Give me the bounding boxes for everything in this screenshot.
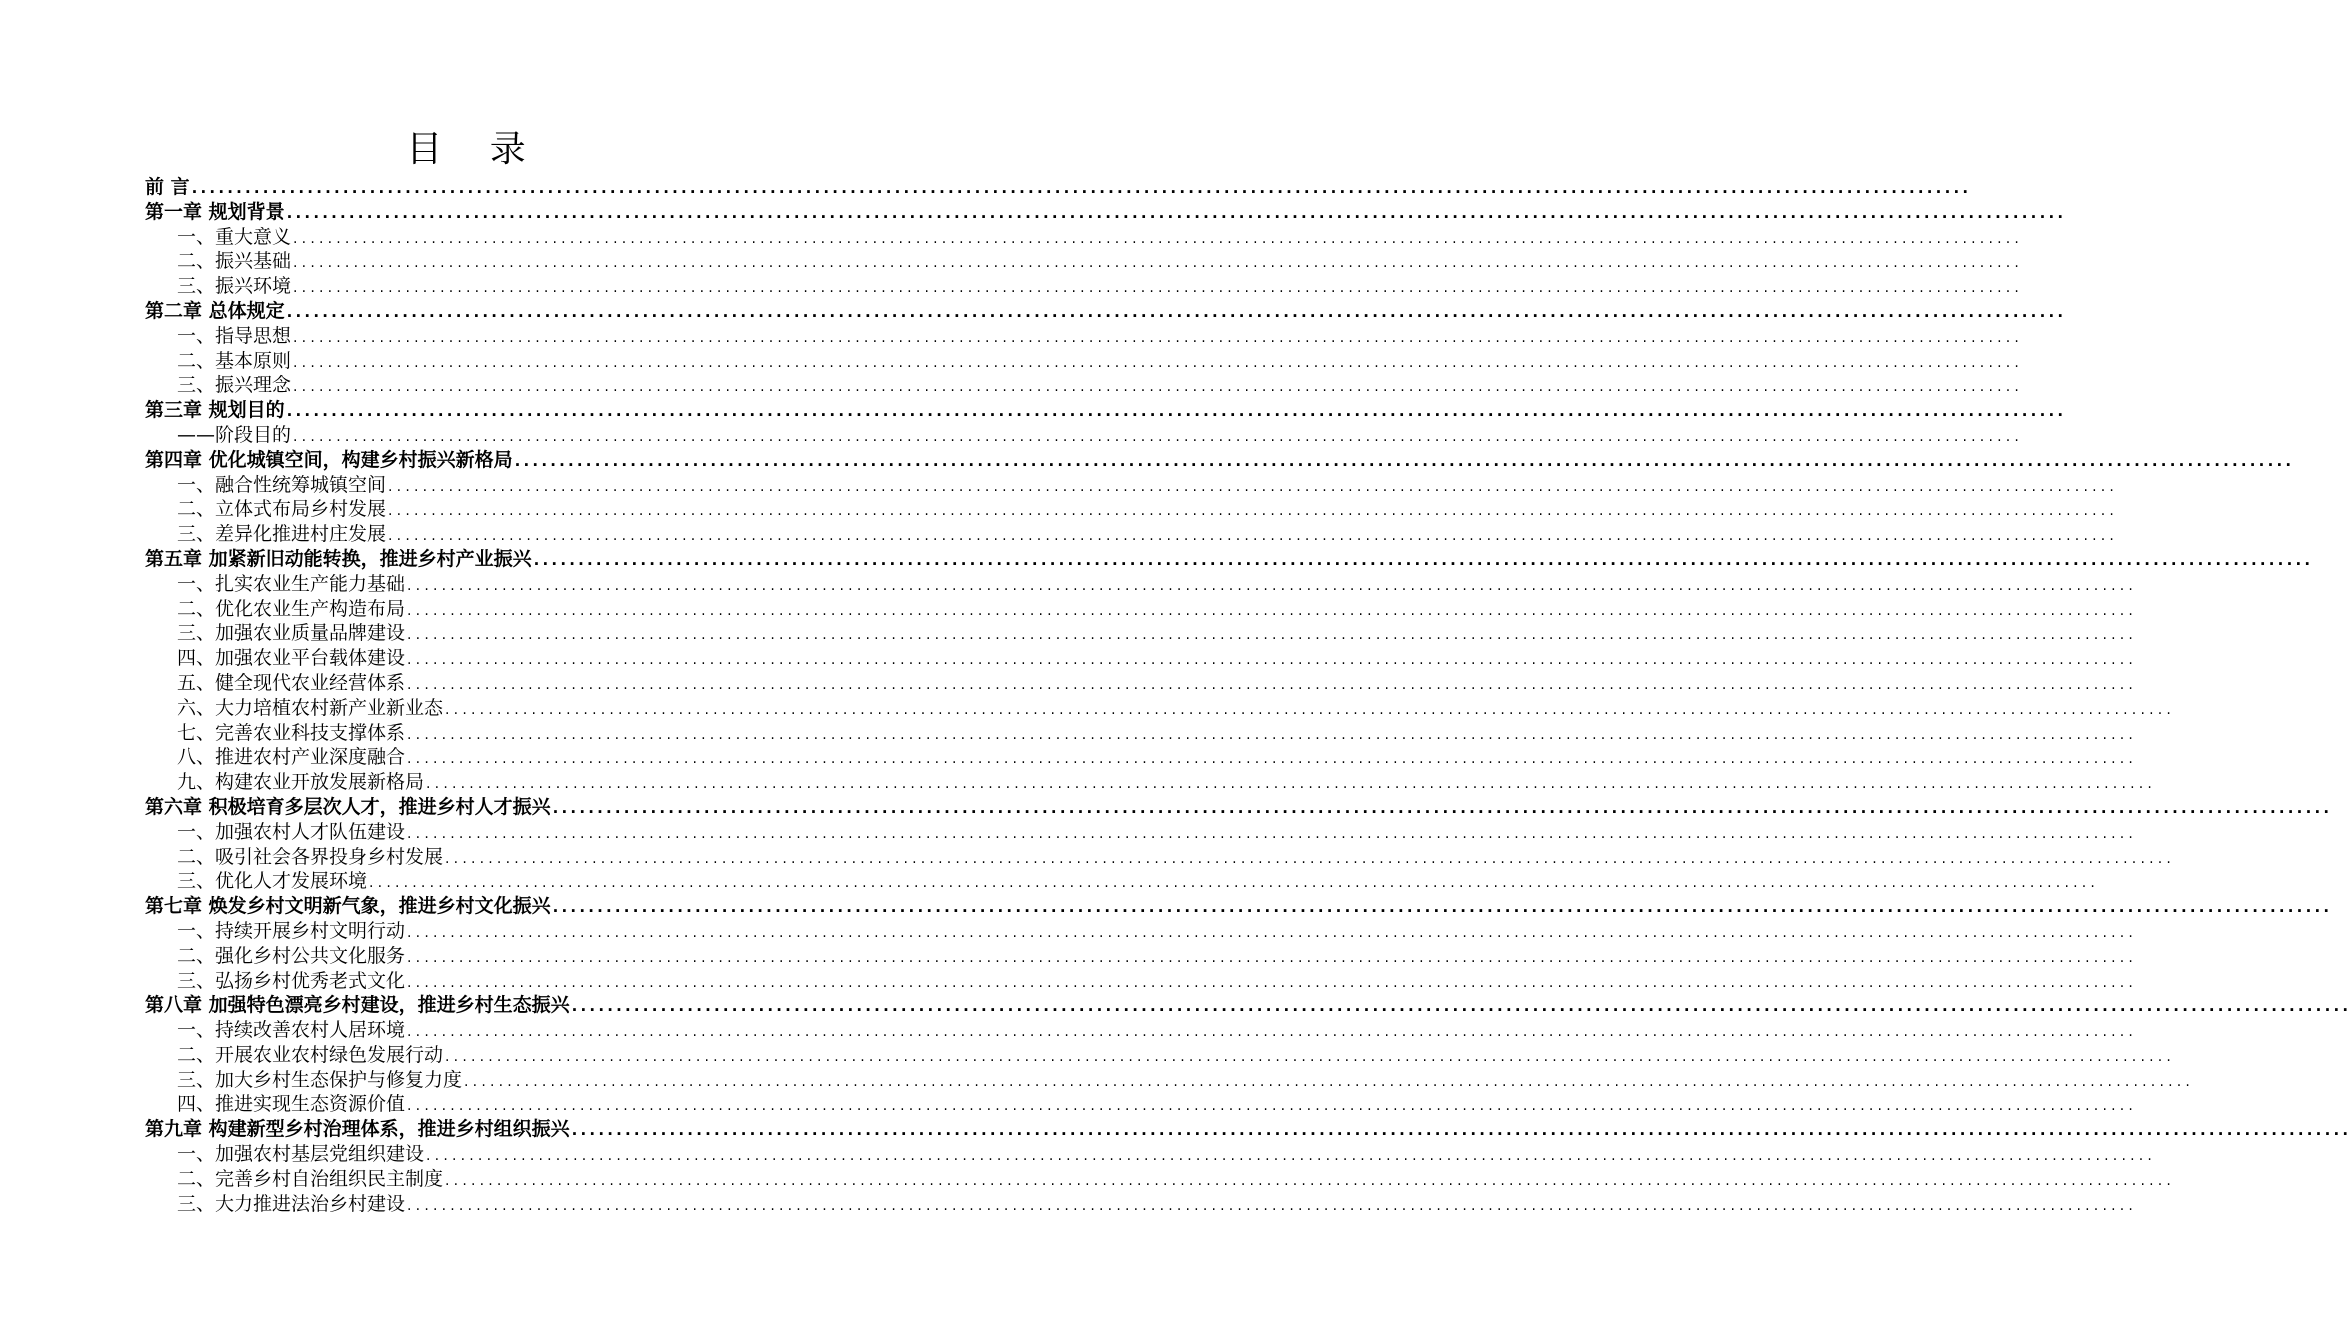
toc-entry-text: 三、振兴理念 [177,374,292,397]
toc-entry-text: 二、吸引社会各界投身乡村发展 [177,845,444,868]
dot-leader: ........................................................................................................................................................................................................ [533,550,2314,569]
toc-section-entry[interactable] [145,473,2119,498]
toc-entry-text: 二、振兴基础 [177,250,292,273]
toc-section-entry[interactable] [145,225,2024,250]
dot-leader: ........................................................................................................................................................................................................ [571,1121,2351,1140]
toc-entry-text: 一、持续开展乡村文明行动 [177,919,406,942]
dot-leader: ........................................................................................................................................................................................................ [293,379,2024,396]
dot-leader: ........................................................................................................................................................................................................ [407,652,2138,669]
toc-section-entry[interactable] [145,944,2138,969]
toc-entry-text: 四、推进实现生态资源价值 [177,1093,406,1116]
toc-entry-text: 第六章 积极培育多层次人才，推进乡村人才振兴 [145,795,551,818]
toc-section-entry[interactable] [145,497,2119,522]
dot-leader: ........................................................................................................................................................................................................ [293,280,2024,297]
toc-section-entry[interactable] [145,845,2176,870]
toc-section-entry[interactable] [145,572,2138,597]
toc-section-entry[interactable] [145,373,2024,398]
dot-leader: ........................................................................................................................................................................................................ [445,701,2176,718]
dot-leader: ........................................................................................................................................................................................................ [407,924,2138,941]
toc-section-entry[interactable] [145,1142,2157,1167]
dot-leader: ........................................................................................................................................................................................................ [426,1148,2157,1165]
toc-entry-text: 三、优化人才发展环境 [177,870,368,893]
toc-section-entry[interactable] [145,820,2138,845]
toc-section-entry[interactable] [145,621,2138,646]
dot-leader: ........................................................................................................................................................................................................ [407,949,2138,966]
dot-leader: ........................................................................................................................................................................................................ [407,1197,2138,1214]
dot-leader: ........................................................................................................................................................................................................ [407,825,2138,842]
toc-section-entry[interactable] [145,1068,2195,1093]
toc-section-entry[interactable] [145,1192,2138,1217]
table-of-contents [145,175,2351,1216]
toc-section-entry[interactable] [145,324,2024,349]
dot-leader: ........................................................................................................................................................................................................ [514,451,2295,470]
dot-leader: ........................................................................................................................................................................................................ [407,726,2138,743]
toc-chapter-entry[interactable] [145,1117,2351,1142]
toc-entry-text: 八、推进农村产业深度融合 [177,746,406,769]
toc-entry-text: 七、完善农业科技支撑体系 [177,721,406,744]
dot-leader: ........................................................................................................................................................................................................ [407,627,2138,644]
toc-section-entry[interactable] [145,597,2138,622]
toc-entry-text: 三、振兴环境 [177,275,292,298]
toc-entry-text: 一、加强农村基层党组织建设 [177,1143,425,1166]
dot-leader: ........................................................................................................................................................................................................ [293,329,2024,346]
toc-entry-text: 一、加强农村人才队伍建设 [177,820,406,843]
dot-leader: ........................................................................................................................................................................................................ [191,179,1972,197]
toc-section-entry[interactable] [145,1043,2176,1068]
toc-entry-text: 九、构建农业开放发展新格局 [177,771,425,794]
toc-section-entry[interactable] [145,522,2119,547]
toc-entry-text: 二、优化农业生产构造布局 [177,597,406,620]
toc-chapter-entry[interactable] [145,547,2314,572]
toc-entry-text: 一、重大意义 [177,225,292,248]
toc-entry-text: 第四章 优化城镇空间，构建乡村振兴新格局 [145,448,513,471]
dot-leader: ........................................................................................................................................................................................................ [571,997,2351,1016]
toc-chapter-entry[interactable] [145,200,2067,225]
dot-leader: ........................................................................................................................................................................................................ [445,850,2176,867]
dot-leader: ........................................................................................................................................................................................................ [464,1073,2195,1090]
toc-entry-text: 第五章 加紧新旧动能转换，推进乡村产业振兴 [145,547,532,570]
toc-entry-text: 前 言 [145,176,190,198]
toc-entry-text: 四、加强农业平台载体建设 [177,647,406,670]
toc-entry-text: 第八章 加强特色漂亮乡村建设，推进乡村生态振兴 [145,994,570,1017]
dot-leader: ........................................................................................................................................................................................................ [286,302,2067,321]
toc-section-entry[interactable] [145,919,2138,944]
toc-section-entry[interactable] [145,646,2138,671]
toc-entry-text: 第九章 构建新型乡村治理体系，推进乡村组织振兴 [145,1118,570,1141]
toc-section-entry[interactable] [145,770,2157,795]
toc-entry-text: 三、加强农业质量品牌建设 [177,622,406,645]
toc-entry-text: 三、加大乡村生态保护与修复力度 [177,1068,463,1091]
dot-leader: ........................................................................................................................................................................................................ [426,776,2157,793]
dot-leader: ........................................................................................................................................................................................................ [293,255,2024,272]
dot-leader: ........................................................................................................................................................................................................ [407,1098,2138,1115]
dot-leader: ........................................................................................................................................................................................................ [552,898,2333,917]
dot-leader: ........................................................................................................................................................................................................ [445,1172,2176,1189]
toc-entry-text: ——阶段目的 [177,423,292,446]
toc-entry-text: 三、大力推进法治乡村建设 [177,1192,406,1215]
toc-section-entry[interactable] [145,745,2138,770]
dot-leader: ........................................................................................................................................................................................................ [445,1048,2176,1065]
toc-chapter-entry[interactable] [145,448,2295,473]
dot-leader: ........................................................................................................................................................................................................ [407,602,2138,619]
toc-chapter-entry[interactable] [145,993,2351,1018]
toc-section-entry[interactable] [145,249,2024,274]
toc-entry-text: 六、大力培植农村新产业新业态 [177,696,444,719]
toc-entry-text: 二、强化乡村公共文化服务 [177,944,406,967]
toc-section-entry[interactable] [145,671,2138,696]
dot-leader: ........................................................................................................................................................................................................ [388,478,2119,495]
dot-leader: ........................................................................................................................................................................................................ [286,402,2067,421]
dot-leader: ........................................................................................................................................................................................................ [286,203,2067,222]
toc-entry-text: 三、差异化推进村庄发展 [177,523,387,546]
dot-leader: ........................................................................................................................................................................................................ [407,676,2138,693]
toc-entry-text: 第二章 总体规定 [145,299,285,322]
toc-chapter-entry[interactable] [145,175,1972,200]
toc-section-entry[interactable] [145,274,2024,299]
dot-leader: ........................................................................................................................................................................................................ [407,974,2138,991]
dot-leader: ........................................................................................................................................................................................................ [407,751,2138,768]
toc-section-entry[interactable] [145,969,2138,994]
toc-entry-text: 二、立体式布局乡村发展 [177,498,387,521]
dot-leader: ........................................................................................................................................................................................................ [293,354,2024,371]
toc-entry-text: 三、弘扬乡村优秀老式文化 [177,969,406,992]
dot-leader: ........................................................................................................................................................................................................ [293,428,2024,445]
toc-section-entry[interactable] [145,869,2100,894]
dot-leader: ........................................................................................................................................................................................................ [407,1024,2138,1041]
dot-leader: ........................................................................................................................................................................................................ [552,798,2333,817]
toc-chapter-entry[interactable] [145,795,2333,820]
dot-leader: ........................................................................................................................................................................................................ [388,528,2119,545]
toc-entry-text: 二、基本原则 [177,349,292,372]
toc-section-entry[interactable] [145,349,2024,374]
toc-entry-text: 第七章 焕发乡村文明新气象，推进乡村文化振兴 [145,895,551,918]
dot-leader: ........................................................................................................................................................................................................ [388,503,2119,520]
toc-entry-text: 一、融合性统筹城镇空间 [177,473,387,496]
toc-entry-text: 二、开展农业农村绿色发展行动 [177,1043,444,1066]
toc-entry-text: 一、持续改善农村人居环境 [177,1019,406,1042]
toc-section-entry[interactable] [145,1092,2138,1117]
toc-entry-text: 第一章 规划背景 [145,200,285,223]
toc-title: 目 录 [406,129,544,170]
toc-entry-text: 第三章 规划目的 [145,399,285,422]
toc-section-entry[interactable] [145,1167,2176,1192]
toc-chapter-entry[interactable] [145,894,2333,919]
toc-chapter-entry[interactable] [145,398,2067,423]
toc-section-entry[interactable] [145,696,2176,721]
dot-leader: ........................................................................................................................................................................................................ [407,577,2138,594]
dot-leader: ........................................................................................................................................................................................................ [293,230,2024,247]
toc-entry-text: 一、指导思想 [177,324,292,347]
toc-entry-text: 二、完善乡村自治组织民主制度 [177,1167,444,1190]
toc-entry-text: 一、扎实农业生产能力基础 [177,572,406,595]
toc-section-entry[interactable] [145,721,2138,746]
toc-section-entry[interactable] [145,1018,2138,1043]
dot-leader: ........................................................................................................................................................................................................ [369,875,2100,892]
toc-section-entry[interactable] [145,423,2024,448]
toc-chapter-entry[interactable] [145,299,2067,324]
toc-entry-text: 五、健全现代农业经营体系 [177,671,406,694]
